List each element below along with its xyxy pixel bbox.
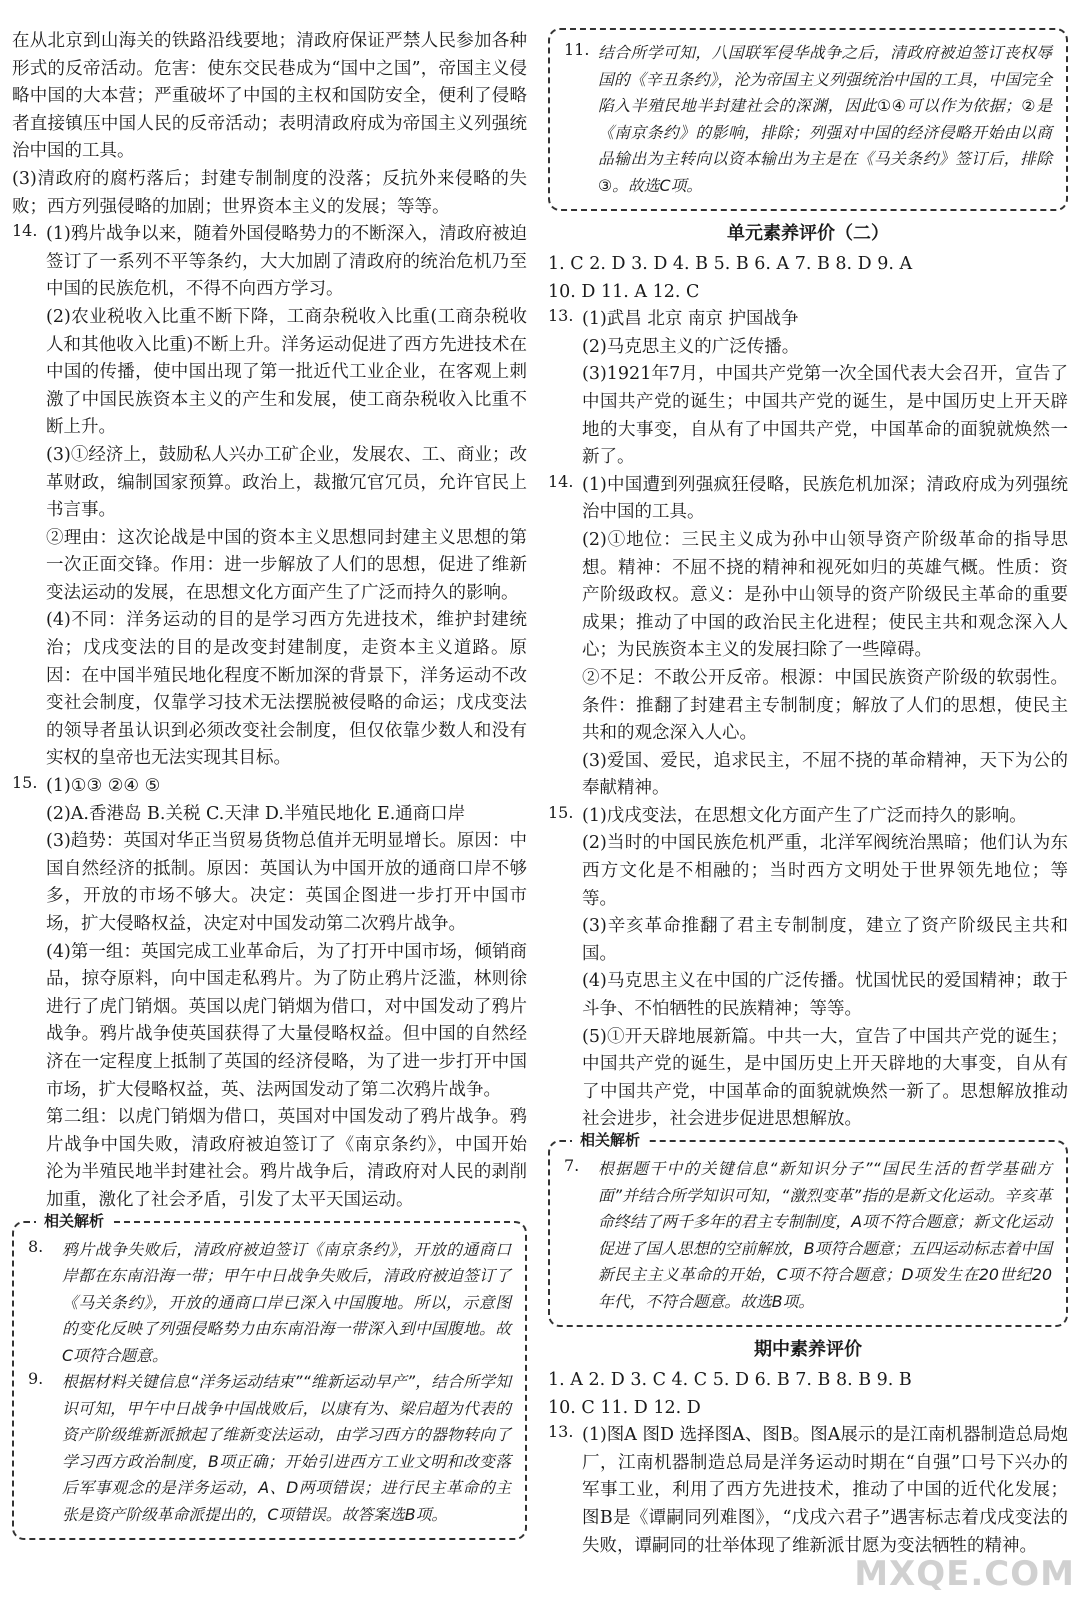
choice-answers: 1. C 2. D 3. D 4. B 5. B 6. A 7. B 8. D 9. A	[548, 254, 913, 274]
answer-paragraph: (1)戊戌变法，在思想文化方面产生了广泛而持久的影响。	[582, 805, 1027, 826]
right-column	[548, 28, 1068, 1560]
answer-paragraph: (1)鸦片战争以来，随着外国侵略势力的不断深入，清政府被迫签订了一系列不平等条约，大大加剧了清政府的统治危机乃至中国的民族危机，不得不向西方学习。	[46, 224, 527, 300]
question-13-answer	[548, 306, 1068, 472]
answer-paragraph: (3)辛亥革命推翻了君主专制制度，建立了资产阶级民主共和国。	[582, 916, 1068, 964]
question-15-answer	[548, 803, 1068, 1134]
question-number: 14.	[548, 471, 574, 491]
analysis-paragraph: 根据题干中的关键信息“新知识分子”“国民生活的哲学基础方面”并结合所学知识可知，“激烈变革”指的是新文化运动。辛亥革命终结了两千多年的君主专制制度，A项不符合题意；新文化运动促进了国人思想的空前解放，B项符合题意；五四运动标志着中国新民主主义革命的开始，C项不符合题意；D项发生在20世纪20年代，不符合题意。故选B项。	[598, 1159, 1052, 1311]
answer-paragraph: (1)武昌 北京 南京 护国战争	[582, 309, 799, 330]
analysis-item-8	[28, 1237, 511, 1370]
question-number: 8.	[28, 1236, 44, 1256]
question-number: 15.	[548, 802, 574, 822]
choice-answers: 10. D 11. A 12. C	[548, 281, 700, 302]
answer-paragraph: 第二组：以虎门销烟为借口，英国对中国发动了鸦片战争。鸦片战争中国失败，清政府被迫签订了《南京条约》，中国开始沦为半殖民地半封建社会。鸦片战争后，清政府对人民的剥削加重，激化了社会矛盾，引发了太平天国运动。	[46, 1107, 527, 1210]
analysis-item-11	[564, 40, 1052, 199]
analysis-paragraph: 根据材料关键信息“洋务运动结束”“维新运动早产”，结合所学知识可知，甲午中日战争中国战败后，以康有为、梁启超为代表的资产阶级维新派掀起了维新变法运动，由学习西方的器物转向了学习西方政治制度，B项正确；开始引进西方工业文明和改变落后军事观念的是洋务运动，A、D两项错误；进行民主革命的主张是资产阶级革命派提出的，C项错误。故答案选B项。	[62, 1372, 511, 1524]
answer-paragraph: (4)马克思主义在中国的广泛传播。忧国忧民的爱国精神；敢于斗争、不怕牺牲的民族精神；等等。	[582, 971, 1068, 1020]
question-number: 11.	[564, 40, 590, 59]
analysis-box	[12, 1211, 527, 1541]
section-title-unit-evaluation-2: 单元素养评价（二）	[727, 223, 889, 244]
question-number: 9.	[28, 1369, 44, 1389]
answer-paragraph: (1)中国遭到列强疯狂侵略，民族危机加深；清政府成为列强统治中国的工具。	[582, 474, 1068, 523]
analysis-item-7	[564, 1156, 1052, 1315]
analysis-box-title: 相关解析	[572, 1129, 648, 1150]
answer-paragraph: (1)①③ ②④ ⑤	[46, 776, 161, 797]
question-number: 13.	[548, 306, 574, 326]
question-number: 15.	[12, 773, 38, 793]
answer-paragraph: (2)当时的中国民族危机严重，北洋军阀统治黑暗；他们认为东西方文化是不相融的；当时西方文明处于世界领先地位；等等。	[582, 833, 1068, 909]
answer-paragraph: (2)①地位：三民主义成为孙中山领导资产阶级革命的指导思想。精神：不屈不挠的精神和视死如归的英雄气概。性质：资产阶级政权。意义：是孙中山领导的资产阶级民主革命的重要成果；推动了中国的政治民主化进程；使民主共和观念深入人心；为民族资本主义的发展扫除了一些障碍。	[582, 529, 1068, 661]
answer-paragraph: (2)A.香港岛 B.关税 C.天津 D.半殖民地化 E.通商口岸	[46, 803, 466, 824]
answer-paragraph: (1)图A 图D 选择图A、图B。图A展示的是江南机器制造总局炮厂，江南机器制造总局是洋务运动时期在“自强”口号下兴办的军事工业，利用了西方先进技术，推动了中国的近代化发展；图B是《谭嗣同列难图》，“戊戌六君子”遇害标志着戊戌变法的失败，谭嗣同的壮举体现了维新派甘愿为变法牺牲的精神。	[582, 1425, 1068, 1556]
analysis-paragraph: 结合所学可知，八国联军侵华战争之后，清政府被迫签订丧权辱国的《辛丑条约》，沦为帝国主义列强统治中国的工具，中国完全陷入半殖民地半封建社会的深渊，因此①④可以作为依据；②是《南京条约》的影响，排除；列强对中国的经济侵略开始由以商品输出为主转向以资本输出为主是在《马关条约》签订后，排除③。故选C项。	[598, 43, 1052, 195]
watermark: MXQE.COM	[854, 1554, 1075, 1594]
question-15-answer	[12, 773, 527, 1215]
answer-paragraph: ②理由：这次论战是中国的资本主义思想同封建主义思想的第一次正面交锋。作用：进一步解放了人们的思想，促进了维新变法运动的发展，在思想文化方面产生了广泛而持久的影响。	[46, 527, 527, 603]
question-14-answer	[548, 472, 1068, 803]
analysis-paragraph: 鸦片战争失败后，清政府被迫签订《南京条约》，开放的通商口岸都在东南沿海一带；甲午中日战争失败后，清政府被迫签订了《马关条约》，开放的通商口岸已深入中国腹地。所以，示意图的变化反映了列强侵略势力由东南沿海一带深入到中国腹地。故C项符合题意。	[62, 1239, 511, 1365]
question-number: 13.	[548, 1422, 574, 1442]
analysis-box-title: 相关解析	[36, 1210, 112, 1231]
analysis-box-continued	[548, 28, 1068, 211]
question-13-answer-midterm	[548, 1422, 1068, 1560]
choice-answers: 1. A 2. D 3. C 4. C 5. D 6. B 7. B 8. B 9. B	[548, 1370, 912, 1390]
left-column	[12, 28, 527, 1546]
analysis-box	[548, 1131, 1068, 1327]
answer-paragraph: (5)①开天辟地展新篇。中共一大，宣告了中国共产党的诞生；中国共产党的诞生，是中国历史上开天辟地的大事变，自从有了中国共产党，中国革命的面貌就焕然一新了。思想解放推动社会进步，社会进步促进思想解放。	[582, 1026, 1068, 1130]
answer-paragraph: (2)农业税收入比重不断下降，工商杂税收入比重(工商杂税收人和其他收入比重)不断上升。洋务运动促进了西方先进技术在中国的传播，使中国出现了第一批近代工业企业，在客观上刺激了中国民族资本主义的产生和发展，使工商杂税收入比重不断上升。	[46, 306, 527, 438]
question-14-answer	[12, 221, 527, 773]
choice-answers: 10. C 11. D 12. D	[548, 1397, 701, 1418]
answer-paragraph: (3)趋势：英国对华正当贸易货物总值并无明显增长。原因：中国自然经济的抵制。原因：英国认为中国开放的通商口岸不够多，开放的市场不够大。决定：英国企图进一步打开中国市场，扩大侵略权益，决定对中国发动第二次鸦片战争。	[46, 831, 527, 934]
answer-paragraph: (4)不同：洋务运动的目的是学习西方先进技术，维护封建统治；戊戌变法的目的是改变封建制度，走资本主义道路。原因：在中国半殖民地化程度不断加深的背景下，洋务运动不改变社会制度，仅靠学习技术无法摆脱被侵略的命运；戊戌变法的领导者虽认识到必须改变社会制度，但仅依靠少数人和没有实权的皇帝也无法实现其目标。	[46, 610, 527, 769]
answer-paragraph: (3)清政府的腐朽落后；封建专制制度的没落；反抗外来侵略的失败；西方列强侵略的加剧；世界资本主义的发展；等等。	[12, 168, 527, 217]
analysis-item-9	[28, 1369, 511, 1528]
answer-paragraph: (3)①经济上，鼓励私人兴办工矿企业，发展农、工、商业；改革财政，编制国家预算。政治上，裁撤冗官冗员，允许官民上书言事。	[46, 444, 527, 521]
question-number: 14.	[12, 221, 38, 241]
section-title-midterm-evaluation: 期中素养评价	[754, 1339, 862, 1360]
answer-paragraph: (4)第一组：英国完成工业革命后，为了打开中国市场，倾销商品，掠夺原料，向中国走私鸦片。为了防止鸦片泛滥，林则徐进行了虎门销烟。英国以虎门销烟为借口，对中国发动了鸦片战争。鸦片战争使英国获得了大量侵略权益。但中国的自然经济在一定程度上抵制了英国的经济侵略，为了进一步打开中国市场，扩大侵略权益，英、法两国发动了第二次鸦片战争。	[46, 941, 527, 1100]
answer-paragraph: (3)1921年7月，中国共产党第一次全国代表大会召开，宣告了中国共产党的诞生；中国共产党的诞生，是中国历史上开天辟地的大事变，自从有了中国共产党，中国革命的面貌就焕然一新了。	[582, 364, 1068, 468]
answer-paragraph: ②不足：不敢公开反帝。根源：中国民族资产阶级的软弱性。条件：推翻了封建君主专制制度；解放了人们的思想，使民主共和的观念深入人心。	[582, 667, 1068, 744]
answer-paragraph: (3)爱国、爱民，追求民主，不屈不挠的革命精神，天下为公的奉献精神。	[582, 750, 1068, 799]
answer-paragraph: (2)马克思主义的广泛传播。	[582, 336, 800, 357]
question-number: 7.	[564, 1156, 580, 1175]
answer-paragraph: 在从北京到山海关的铁路沿线要地；清政府保证严禁人民参加各种形式的反帝活动。危害：使东交民巷成为“国中之国”，帝国主义侵略中国的大本营；严重破坏了中国的主权和国防安全，便利了侵略者直接镇压中国人民的反帝活动；表明清政府成为帝国主义列强统治中国的工具。	[12, 31, 527, 162]
